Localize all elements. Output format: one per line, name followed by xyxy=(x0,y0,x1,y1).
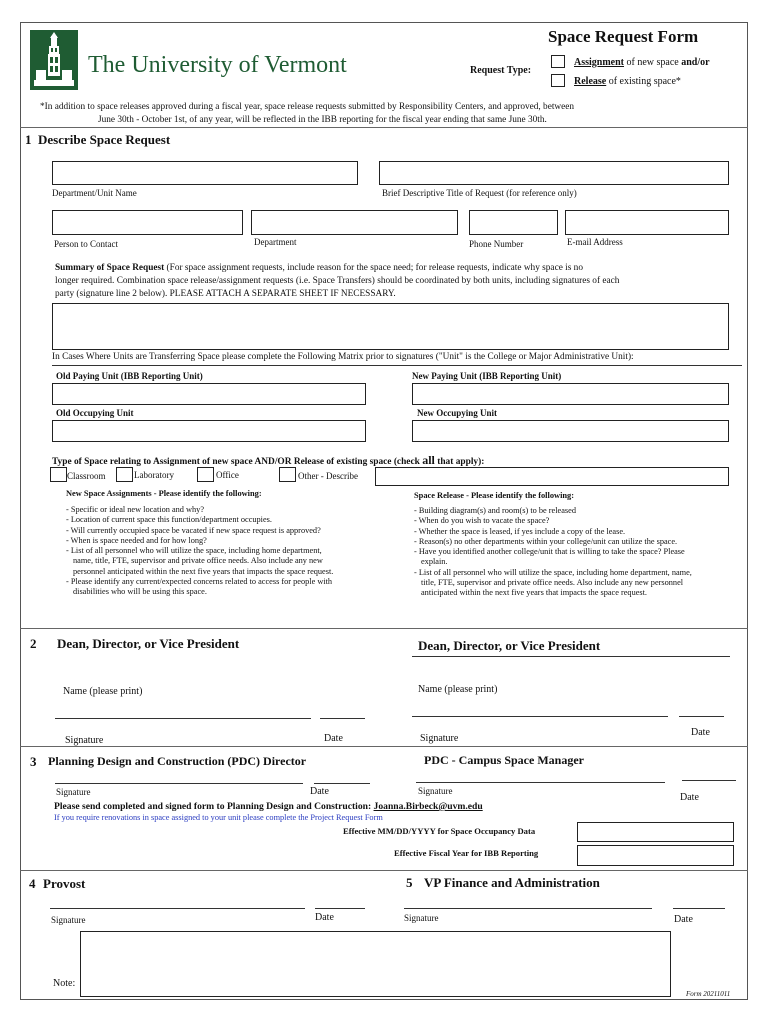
section3-signature-line-right xyxy=(416,782,665,783)
section2-right-title: Dean, Director, or Vice President xyxy=(418,638,601,653)
fiscal-note-line1: *In addition to space releases approved during a fiscal year, space release requests submitted by Responsibility Centers, and approved, between xyxy=(40,102,575,112)
section2-signature-line-left xyxy=(55,718,311,719)
section1-title: Describe Space Request xyxy=(38,132,171,147)
section2-date-label-right: Date xyxy=(691,727,710,738)
section3-right-title: PDC - Campus Space Manager xyxy=(424,753,584,767)
summary-bold: Summary of Space Request xyxy=(55,263,165,273)
list-item: - Have you identified another college/unit that is willing to take the space? Please explain. xyxy=(414,547,685,567)
section2-name-label-right: Name (please print) xyxy=(418,684,498,695)
brief-title-input[interactable] xyxy=(379,161,729,185)
department-input[interactable] xyxy=(251,210,458,235)
section3-date-line-left xyxy=(314,783,370,784)
summary-line3: party (signature line 2 below). PLEASE ATTACH A SEPARATE SHEET IF NECESSARY. xyxy=(55,289,396,299)
section2-signature-label-right: Signature xyxy=(420,733,459,744)
new-occupying-label: New Occupying Unit xyxy=(417,408,498,418)
list-item: - Building diagram(s) and room(s) to be released xyxy=(414,506,576,515)
section2-date-label-left: Date xyxy=(324,733,343,744)
section3-signature-label-left: Signature xyxy=(56,787,91,797)
other-label: Other - Describe xyxy=(298,471,358,481)
send-text: Please send completed and signed form to Planning Design and Construction: xyxy=(54,801,374,812)
effective-date-label: Effective MM/DD/YYYY for Space Occupancy Data xyxy=(343,826,536,836)
summary-line1-text: (For space assignment requests, include reason for the space need; for release requests, indicate why space is no xyxy=(164,263,583,273)
note-label: Note: xyxy=(53,978,76,989)
effective-fy-label: Effective Fiscal Year for IBB Reporting xyxy=(394,848,539,858)
section5-date-label: Date xyxy=(674,914,693,925)
section1-number: 1 xyxy=(25,132,32,147)
space-type-label-b: that apply): xyxy=(434,457,485,467)
section3-signature-line-left xyxy=(55,783,303,784)
other-checkbox[interactable] xyxy=(279,467,296,482)
form-title: Space Request Form xyxy=(548,27,699,46)
list-item: - When do you wish to vacate the space? xyxy=(414,516,550,526)
new-paying-label: New Paying Unit (IBB Reporting Unit) xyxy=(412,371,562,381)
transfer-underline xyxy=(52,365,742,366)
summary-line2: longer required. Combination space release/assignment requests (i.e. Space Transfers) should be coordinated by both units, including signatures of each xyxy=(55,276,620,286)
space-type-label-all: all xyxy=(422,453,435,467)
old-paying-label: Old Paying Unit (IBB Reporting Unit) xyxy=(56,371,203,381)
dept-unit-input[interactable] xyxy=(52,161,358,185)
send-email-link[interactable]: Joanna.Birbeck@uvm.edu xyxy=(373,801,483,812)
section3-number: 3 xyxy=(30,754,37,769)
section4-date-line xyxy=(315,908,365,909)
section5-date-line xyxy=(673,908,725,909)
form-id: Form 20211011 xyxy=(686,990,731,998)
release-word: Release xyxy=(574,76,607,87)
new-occupying-input[interactable] xyxy=(412,420,729,442)
release-checkbox[interactable] xyxy=(551,74,565,87)
section3-title: Planning Design and Construction (PDC) Director xyxy=(48,754,307,768)
section2-right-underline xyxy=(412,656,730,657)
section3-date-label-left: Date xyxy=(310,786,329,797)
fiscal-note-line2: June 30th - October 1st, of any year, will be reflected in the IBB reporting for the fiscal year ending that same June 30th. xyxy=(98,115,547,125)
person-contact-label: Person to Contact xyxy=(54,239,118,249)
university-name: The University of Vermont xyxy=(88,52,347,78)
section3-signature-label-right: Signature xyxy=(418,786,453,796)
office-label: Office xyxy=(216,470,239,480)
section2-number: 2 xyxy=(30,636,37,651)
section4-signature-label: Signature xyxy=(51,915,86,925)
release-option xyxy=(574,76,681,87)
space-type-label-a: Type of Space relating to Assignment of new space AND/OR Release of existing space (check xyxy=(52,457,423,467)
assignment-option xyxy=(574,57,710,68)
phone-input[interactable] xyxy=(469,210,558,235)
section4-date-label: Date xyxy=(315,912,334,923)
section5-signature-line xyxy=(404,908,652,909)
old-occupying-label: Old Occupying Unit xyxy=(56,408,134,418)
header-divider xyxy=(20,127,748,128)
new-assign-header: New Space Assignments - Please identify the following: xyxy=(66,489,262,498)
list-item: - Specific or ideal new location and why? xyxy=(66,505,205,514)
section2-signature-label-left: Signature xyxy=(65,735,104,746)
section2-divider xyxy=(20,746,748,747)
list-item: - Location of current space this function/department occupies. xyxy=(66,515,272,525)
classroom-label: Classroom xyxy=(67,471,106,481)
section2-signature-line-right xyxy=(412,716,668,717)
release-list xyxy=(414,506,704,599)
transfer-note: In Cases Where Units are Transferring Space please complete the Following Matrix prior to signatures ("Unit" is the College or Major Administrative Unit): xyxy=(52,352,634,362)
department-label: Department xyxy=(254,237,297,247)
classroom-checkbox[interactable] xyxy=(50,467,67,482)
effective-fy-input[interactable] xyxy=(577,845,734,866)
office-checkbox[interactable] xyxy=(197,467,214,482)
old-occupying-input[interactable] xyxy=(52,420,366,442)
list-item: - Will currently occupied space be vacated if new space request is approved? xyxy=(66,525,321,535)
section4-number: 4 xyxy=(29,876,36,891)
list-item: - Please identify any current/expected concerns related to access for people with disabilities who will be using this space. xyxy=(66,577,333,597)
section5-signature-label: Signature xyxy=(404,913,439,923)
send-instructions xyxy=(54,801,483,812)
assignment-rest: of new space xyxy=(624,57,682,68)
laboratory-label: Laboratory xyxy=(134,470,174,480)
person-contact-input[interactable] xyxy=(52,210,243,235)
list-item: - List of all personnel who will utilize the space, including home department, name, title, FTE, supervisor and private office needs. Also include any new personnel anticipated within the next five years that impacts the space request. xyxy=(414,567,692,598)
note-input[interactable] xyxy=(80,931,671,997)
release-header: Space Release - Please identify the following: xyxy=(414,491,575,500)
renovation-note-link[interactable]: If you require renovations in space assigned to your unit please complete the Project Request Form xyxy=(54,813,383,822)
old-paying-input[interactable] xyxy=(52,383,366,405)
list-item: - When is space needed and for how long? xyxy=(66,535,207,545)
section1-divider xyxy=(20,628,748,629)
phone-label: Phone Number xyxy=(469,239,524,249)
dept-unit-label: Department/Unit Name xyxy=(52,188,137,198)
summary-input[interactable] xyxy=(52,303,729,350)
section4-signature-line xyxy=(50,908,305,909)
list-item: - Whether the space is leased, if yes include a copy of the lease. xyxy=(414,526,626,536)
list-item: - List of all personnel who will utilize the space, including home department, name, title, FTE, supervisor and private office needs. Also include any new personnel anticipated within the next five years that impacts the space request. xyxy=(66,546,334,576)
new-assign-list xyxy=(66,505,341,598)
email-input[interactable] xyxy=(565,210,729,235)
section3-date-line-right xyxy=(682,780,736,781)
brief-title-label: Brief Descriptive Title of Request (for reference only) xyxy=(382,188,577,198)
section4-title: Provost xyxy=(43,876,86,891)
effective-date-input[interactable] xyxy=(577,822,734,842)
uvm-tower-logo-icon xyxy=(30,30,78,90)
email-label: E-mail Address xyxy=(567,237,623,247)
section3-date-label-right: Date xyxy=(680,792,699,803)
section3-divider xyxy=(20,870,748,871)
list-item: - Reason(s) no other departments within your college/unit can utilize the space. xyxy=(414,536,678,546)
new-paying-input[interactable] xyxy=(412,383,729,405)
section2-name-label-left: Name (please print) xyxy=(63,686,143,697)
section5-number: 5 xyxy=(406,875,413,890)
summary-line1 xyxy=(55,263,583,273)
section2-date-line-left xyxy=(320,718,365,719)
release-rest: of existing space* xyxy=(606,76,681,87)
section2-left-title: Dean, Director, or Vice President xyxy=(57,636,240,651)
assignment-checkbox[interactable] xyxy=(551,55,565,68)
request-type-label: Request Type: xyxy=(470,65,532,76)
section5-title: VP Finance and Administration xyxy=(424,875,600,890)
assignment-andor: and/or xyxy=(681,57,710,68)
section2-date-line-right xyxy=(679,716,724,717)
other-describe-input[interactable] xyxy=(375,467,729,486)
space-type-label xyxy=(52,453,484,468)
assignment-word: Assignment xyxy=(574,57,625,68)
laboratory-checkbox[interactable] xyxy=(116,467,133,482)
